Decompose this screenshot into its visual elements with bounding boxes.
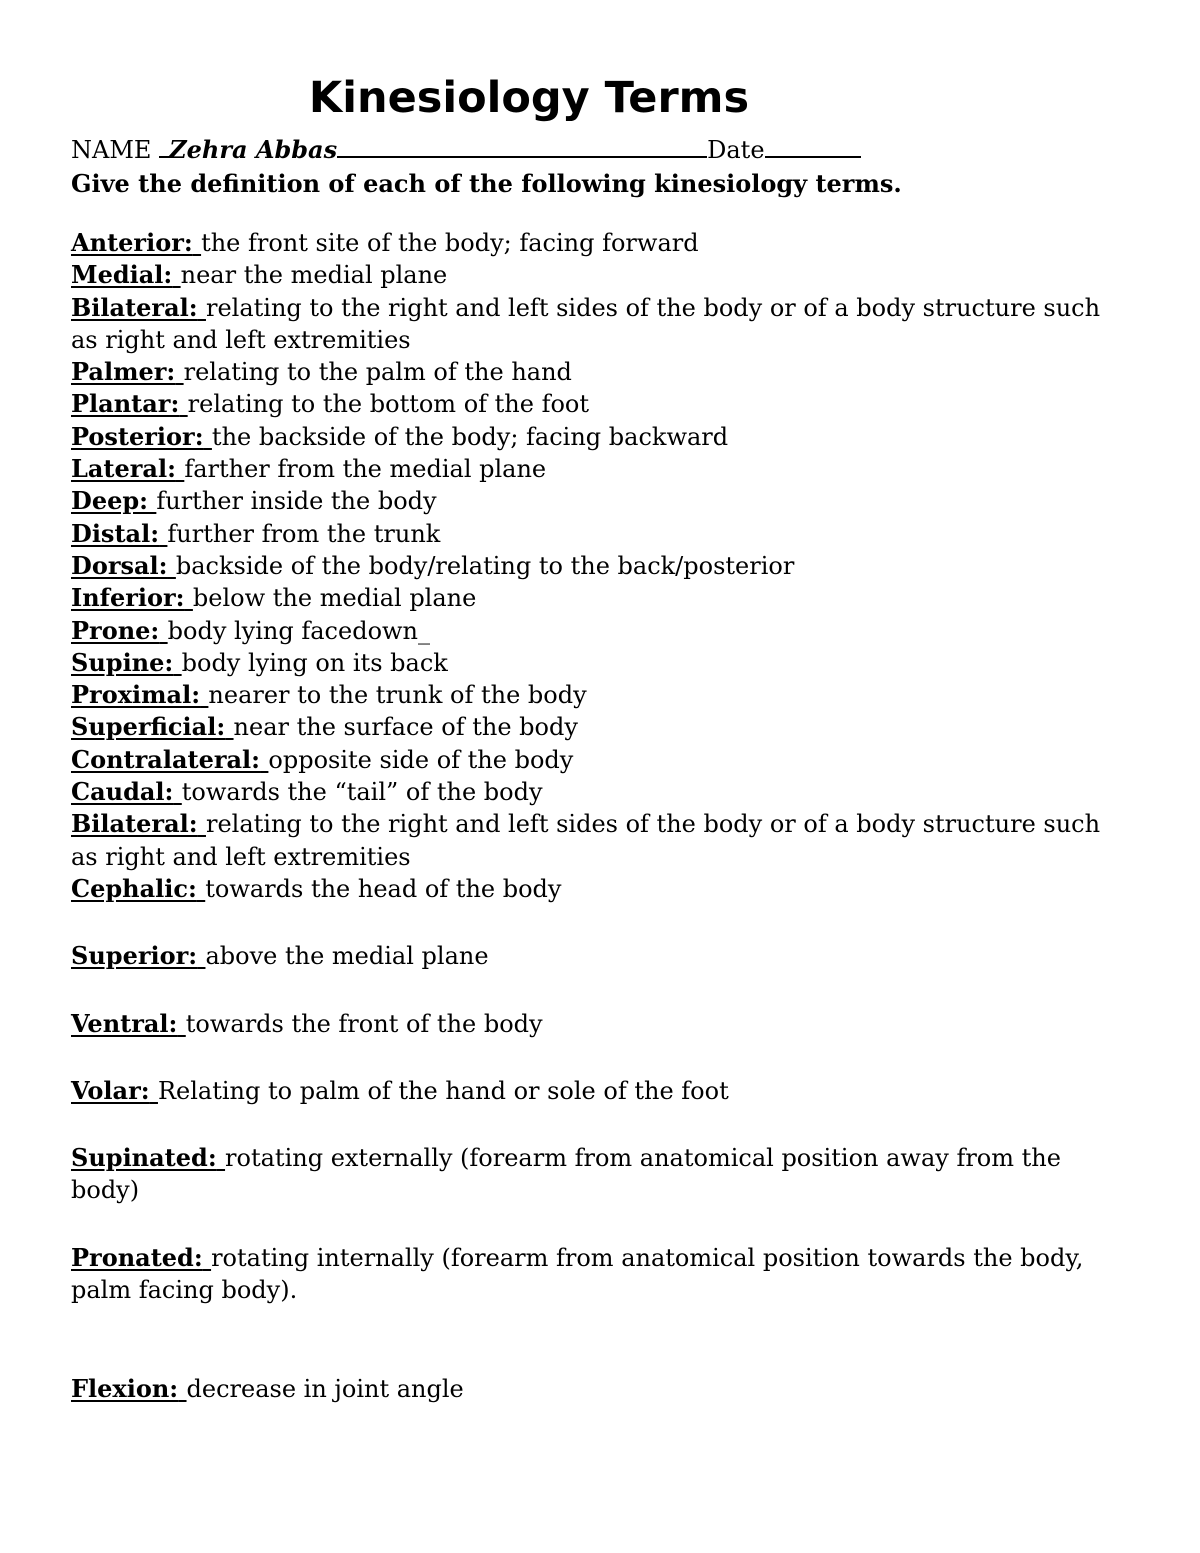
term-definition: rotating externally (forearm from anatomical position away from the body): [71, 1144, 1061, 1205]
name-value: Zehra Abbas: [169, 135, 338, 164]
term-definition: backside of the body/relating to the back/posterior: [175, 551, 795, 580]
term-bilateral-2: [71, 808, 1131, 873]
term-definition: near the medial plane: [180, 261, 448, 290]
term-definition: towards the head of the body: [205, 874, 562, 903]
term-definition: towards the front of the body: [185, 1009, 543, 1038]
date-blank: [765, 156, 861, 158]
term-palmer: [71, 356, 1131, 388]
term-label: Palmer:: [71, 357, 176, 387]
term-definition: relating to the bottom of the foot: [187, 390, 590, 419]
term-ventral: [71, 1008, 1131, 1040]
term-label: Anterior:: [71, 228, 193, 257]
term-definition: the front site of the body; facing forward: [201, 229, 699, 257]
term-definition: nearer to the trunk of the body: [208, 681, 587, 710]
term-definition: near the surface of the body: [233, 713, 578, 742]
term-label: Posterior:: [71, 421, 204, 451]
term-label: Superior:: [71, 941, 198, 971]
term-superficial: [71, 711, 1131, 743]
term-lateral: [71, 453, 1131, 485]
term-label: Lateral:: [71, 454, 176, 484]
name-label: NAME: [71, 136, 152, 164]
term-label: Bilateral:: [71, 809, 198, 839]
term-plantar: [71, 388, 1131, 420]
term-definition: the backside of the body; facing backward: [211, 422, 729, 451]
instructions: Give the definition of each of the following kinesiology terms.: [71, 169, 902, 198]
term-definition: below the medial plane: [192, 584, 477, 613]
name-blank: [337, 156, 707, 158]
term-label: Supine:: [71, 647, 174, 677]
term-label: Distal:: [71, 518, 160, 548]
term-label: Caudal:: [71, 777, 174, 807]
term-definition: farther from the medial plane: [184, 455, 547, 484]
name-date-line: [71, 132, 861, 168]
term-label: Dorsal:: [71, 550, 168, 580]
term-label: Medial:: [71, 260, 173, 290]
term-pronated: [71, 1242, 1131, 1307]
term-label: Prone:: [71, 615, 160, 645]
term-label: Deep:: [71, 486, 148, 516]
term-label: Cephalic:: [71, 873, 197, 903]
term-medial: [71, 259, 1131, 291]
term-contralateral: [71, 744, 1131, 776]
term-distal: [71, 518, 1131, 550]
term-definition: towards the “tail” of the body: [181, 778, 543, 807]
term-definition: relating to the right and left sides of the body or of a body structure such as right and left extremities: [71, 293, 1101, 354]
term-label: Contralateral:: [71, 744, 261, 774]
term-definition: opposite side of the body: [268, 745, 574, 774]
term-label: Flexion:: [71, 1374, 179, 1404]
term-deep: [71, 485, 1131, 517]
term-definition: Relating to palm of the hand or sole of the foot: [157, 1076, 729, 1105]
term-superior: [71, 940, 1131, 972]
term-volar: [71, 1075, 1131, 1107]
term-prone: [71, 615, 1131, 647]
page-title: Kinesiology Terms: [308, 73, 750, 123]
term-label: Pronated:: [71, 1242, 203, 1272]
term-caudal: [71, 776, 1131, 808]
term-definition: body lying facedown_: [167, 616, 431, 645]
term-cephalic: [71, 873, 1131, 905]
term-label: Supinated:: [71, 1143, 217, 1173]
term-label: Inferior:: [71, 583, 185, 613]
term-inferior: [71, 582, 1131, 614]
term-definition: further inside the body: [156, 487, 437, 516]
term-label: Superficial:: [71, 712, 226, 742]
term-definition: rotating internally (forearm from anatomical position towards the body, palm facing body).: [71, 1243, 1084, 1305]
term-label: Plantar:: [71, 389, 180, 419]
term-label: Ventral:: [71, 1008, 178, 1038]
term-supine: [71, 647, 1131, 679]
name-blank-lead: [159, 156, 169, 158]
term-posterior: [71, 421, 1131, 453]
terms-list: [71, 227, 1131, 1406]
term-label: Proximal:: [71, 680, 201, 710]
term-definition: body lying on its back: [181, 648, 448, 677]
term-label: Volar:: [71, 1075, 150, 1105]
date-label: Date: [707, 136, 765, 164]
term-label: Bilateral:: [71, 292, 198, 322]
term-definition: above the medial plane: [205, 942, 489, 971]
term-definition: decrease in joint angle: [186, 1375, 464, 1404]
term-dorsal: [71, 550, 1131, 582]
term-proximal: [71, 679, 1131, 711]
term-anterior: [71, 227, 1131, 259]
term-flexion: [71, 1373, 1131, 1405]
term-definition: further from the trunk: [167, 519, 441, 548]
term-definition: relating to the palm of the hand: [183, 358, 572, 387]
term-bilateral: [71, 292, 1131, 357]
term-definition: relating to the right and left sides of the body or of a body structure such as right and left extremities: [71, 810, 1101, 871]
term-supinated: [71, 1142, 1131, 1207]
